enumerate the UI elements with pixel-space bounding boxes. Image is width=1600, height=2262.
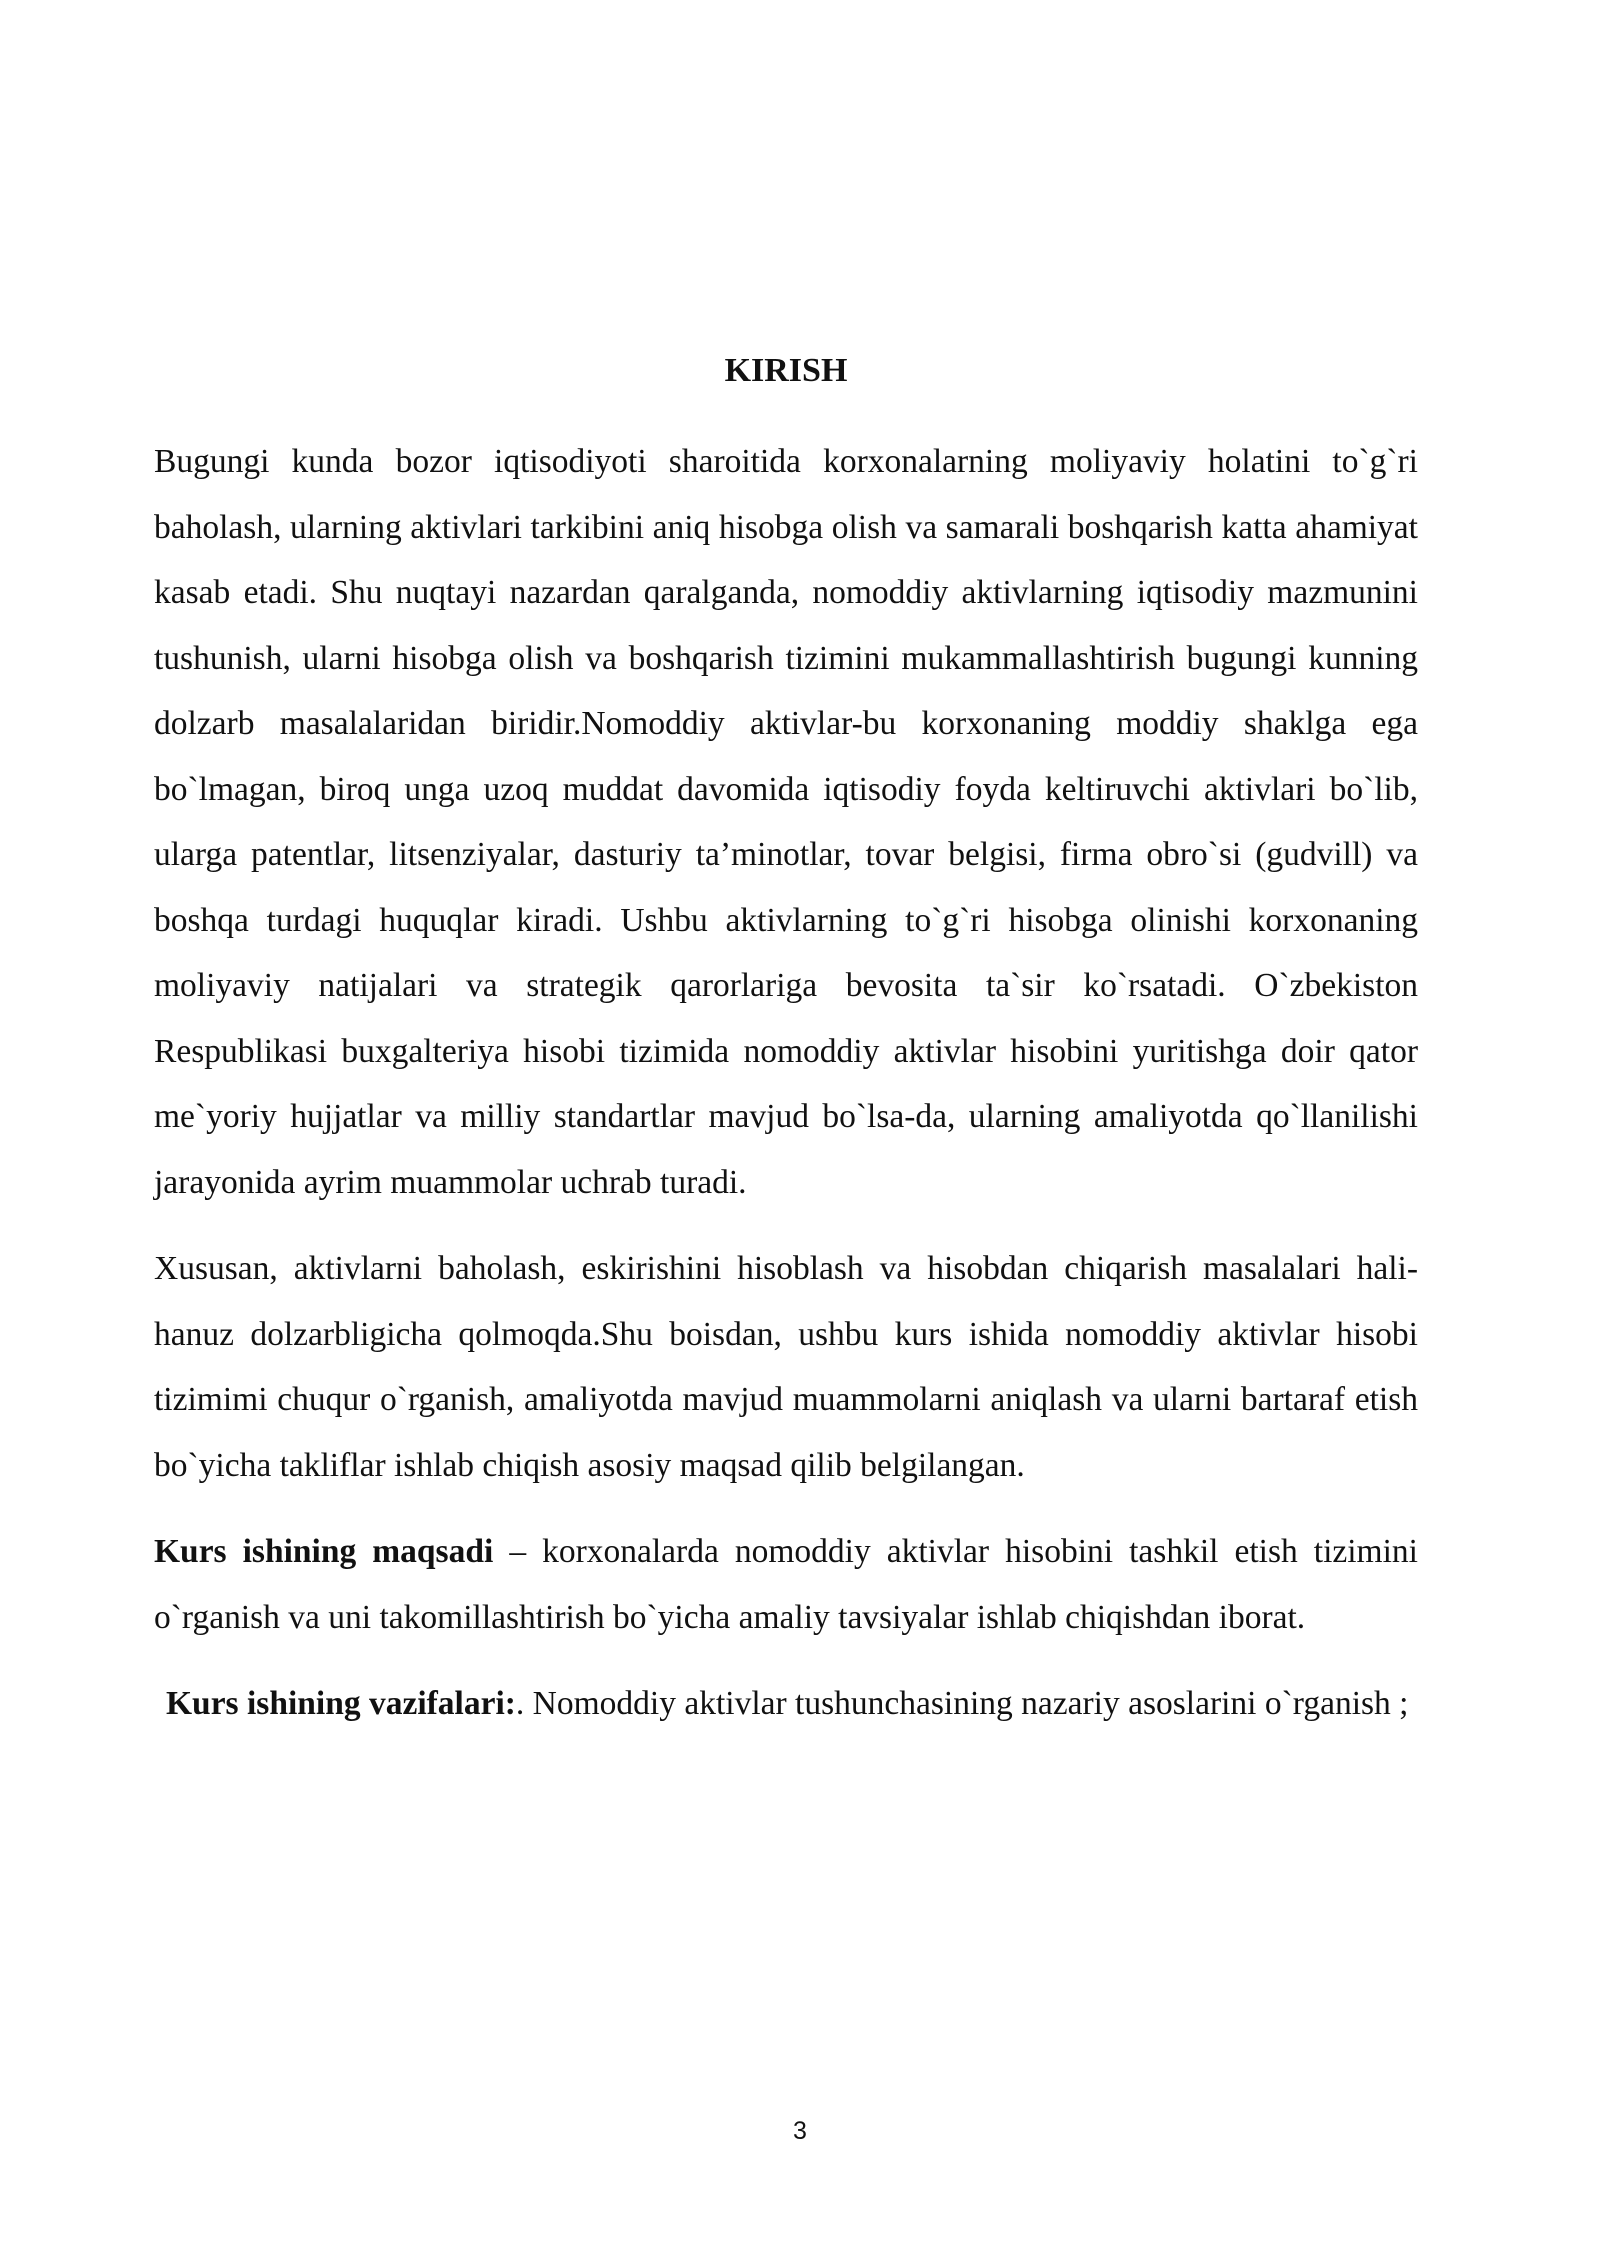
goal-paragraph — [154, 1519, 1418, 1650]
tasks-paragraph — [154, 1671, 1418, 1737]
section-title: KIRISH — [724, 352, 848, 389]
intro-paragraph-2: Xususan, aktivlarni baholash, eskirishini hisoblash va hisobdan chiqarish masalalari hali-hanuz dolzarbligicha qolmoqda.Shu boisdan, ushbu kurs ishida nomoddiy aktivlar hisobi tizimimi chuqur o`rganish, amaliyotda mavjud muammolarni aniqlash va ularni bartaraf etish bo`yicha takliflar ishlab chiqish asosiy maqsad qilib belgilangan. — [154, 1250, 1418, 1484]
goal-text: – korxonalarda nomoddiy aktivlar hisobini tashkil etish tizimini o`rganish va uni takomillashtirish bo`yicha amaliy tavsiyalar ishlab chiqishdan iborat. — [154, 1533, 1418, 1636]
tasks-text: . Nomoddiy aktivlar tushunchasining nazariy asoslarini o`rganish ; — [515, 1685, 1409, 1722]
goal-label: Kurs ishining maqsadi — [154, 1533, 494, 1570]
page-content — [154, 345, 1418, 1758]
intro-paragraph-1: Bugungi kunda bozor iqtisodiyoti sharoitida korxonalarning moliyaviy holatini to`g`ri baholash, ularning aktivlari tarkibini aniq hisobga olish va samarali boshqarish katta ahamiyat kasab etadi. Shu nuqtayi nazardan qaralganda, nomoddiy aktivlarning iqtisodiy mazmunini tushunish, ularni hisobga olish va boshqarish tizimini mukammallashtirish bugungi kunning dolzarb masalalaridan biridir.Nomoddiy aktivlar-bu korxonaning moddiy shaklga ega bo`lmagan, biroq unga uzoq muddat davomida iqtisodiy foyda keltiruvchi aktivlari bo`lib, ularga patentlar, litsenziyalar, dasturiy ta’minotlar, tovar belgisi, firma obro`si (gudvill) va boshqa turdagi huquqlar kiradi. Ushbu aktivlarning to`g`ri hisobga olinishi korxonaning moliyaviy natijalari va strategik qarorlariga bevosita ta`sir ko`rsatadi. O`zbekiston Respublikasi buxgalteriya hisobi tizimida nomoddiy aktivlar hisobini yuritishga doir qator me`yoriy hujjatlar va milliy standartlar mavjud bo`lsa-da, ularning amaliyotda qo`llanilishi jarayonida ayrim muammolar uchrab turadi. — [154, 443, 1418, 1201]
tasks-label: Kurs ishining vazifalari: — [166, 1685, 516, 1722]
page-number: 3 — [793, 2117, 807, 2145]
